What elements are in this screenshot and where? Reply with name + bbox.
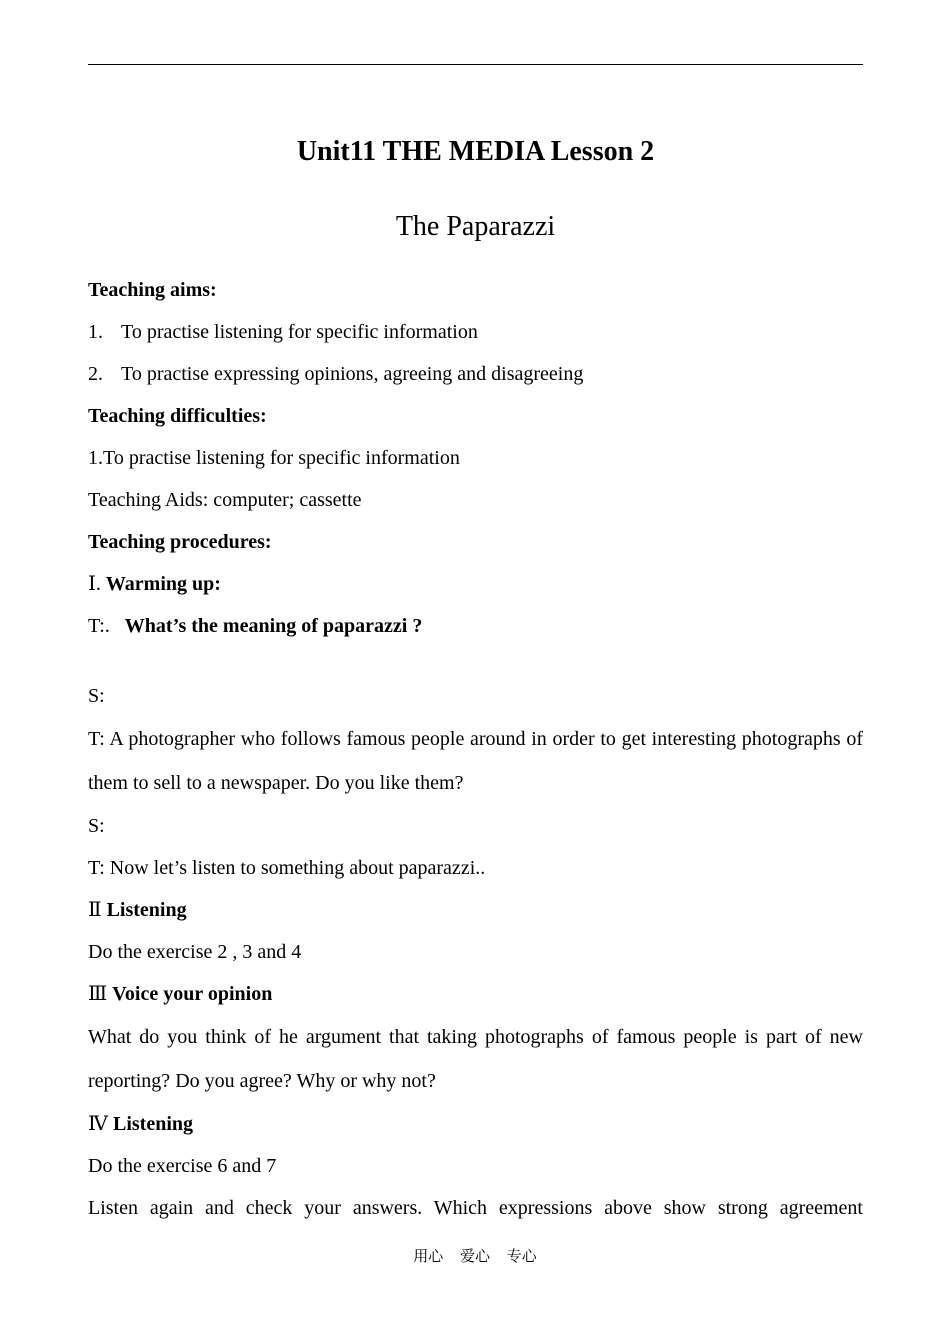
section-4-heading bbox=[88, 1103, 863, 1145]
section-number: Ⅱ bbox=[88, 899, 102, 921]
teacher-instruction: T: Now let’s listen to something about paparazzi.. bbox=[88, 857, 486, 879]
section-3-text: What do you think of he argument that taking photographs of famous people is part of new reporting? Do you agree? Why or why not? bbox=[88, 1026, 863, 1092]
section-2-text: Do the exercise 2 , 3 and 4 bbox=[88, 941, 302, 963]
section-title: Warming up: bbox=[105, 573, 221, 595]
aim-text: To practise expressing opinions, agreeing and disagreeing bbox=[121, 363, 584, 385]
section-title: Listening bbox=[106, 899, 187, 921]
page-footer bbox=[0, 1245, 950, 1267]
aims-heading: Teaching aims: bbox=[88, 279, 217, 301]
aim-item bbox=[88, 353, 863, 395]
difficulties-heading: Teaching difficulties: bbox=[88, 405, 267, 427]
aim-number: 2. bbox=[88, 363, 103, 385]
section-number: Ⅰ. bbox=[88, 573, 101, 595]
last-line: Listen again and check your answers. Which expressions above show strong agreement bbox=[88, 1197, 863, 1219]
procedures-heading: Teaching procedures: bbox=[88, 531, 272, 553]
section-title: Voice your opinion bbox=[112, 983, 273, 1005]
section-3-heading bbox=[88, 973, 863, 1015]
section-2-heading bbox=[88, 889, 863, 931]
speaker-label: T:. bbox=[88, 615, 110, 637]
spacer bbox=[88, 647, 863, 675]
section-title: Listening bbox=[112, 1113, 194, 1135]
document-body bbox=[88, 130, 863, 1229]
student-line: S: bbox=[88, 685, 105, 707]
header-rule bbox=[88, 64, 863, 65]
question-text: What’s the meaning of paparazzi ? bbox=[124, 615, 423, 637]
aim-number: 1. bbox=[88, 321, 103, 343]
aim-item bbox=[88, 311, 863, 353]
page-title: Unit11 THE MEDIA Lesson 2 bbox=[296, 136, 655, 167]
page-subtitle: The Paparazzi bbox=[395, 211, 556, 242]
teaching-aids: Teaching Aids: computer; cassette bbox=[88, 489, 362, 511]
footer-item: 用心 bbox=[413, 1247, 444, 1265]
student-line: S: bbox=[88, 815, 105, 837]
section-1-heading bbox=[88, 563, 863, 605]
section-number: Ⅳ bbox=[88, 1113, 108, 1135]
section-number: Ⅲ bbox=[88, 983, 108, 1005]
difficulty-item: 1.To practise listening for specific information bbox=[88, 447, 460, 469]
teacher-answer: T: A photographer who follows famous people around in order to get interesting photographs of them to sell to a newspaper. Do you like them? bbox=[88, 728, 863, 794]
teacher-question bbox=[88, 605, 863, 647]
footer-item: 专心 bbox=[506, 1247, 537, 1265]
footer-item: 爱心 bbox=[459, 1247, 490, 1265]
aim-text: To practise listening for specific information bbox=[121, 321, 478, 343]
section-4-text: Do the exercise 6 and 7 bbox=[88, 1155, 277, 1177]
